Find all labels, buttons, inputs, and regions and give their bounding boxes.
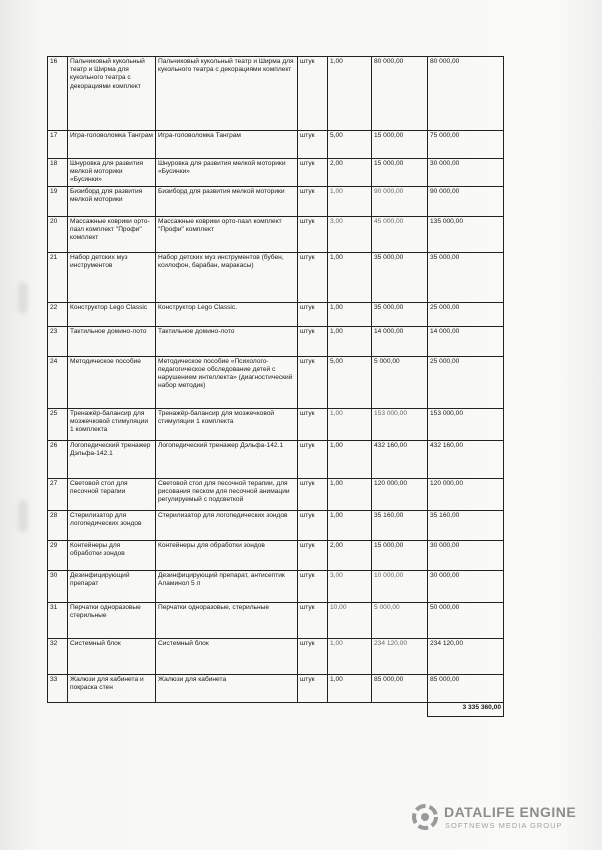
watermark — [412, 800, 582, 836]
cell-desc: Пальчиковый кукольный театр и Ширма для кукольного театра с декорациями комплект — [156, 57, 298, 131]
cell-name: Перчатки одноразовые стерильные — [68, 602, 156, 638]
cell-price: 15 000,00 — [372, 540, 428, 570]
cell-qty: 1,00 — [328, 252, 372, 302]
items-table-body — [48, 57, 504, 717]
watermark-title: DATALIFE ENGINE — [444, 804, 577, 820]
cell-unit: штук — [298, 602, 328, 638]
table-row — [48, 216, 504, 252]
cell-desc: Шнуровка для развития мелкой моторики «Бусинки» — [156, 159, 298, 187]
cell-price: 5 000,00 — [372, 602, 428, 638]
cell-desc: Логопедический тренажер Дэльфа-142.1 — [156, 440, 298, 478]
table-row — [48, 356, 504, 408]
cell-desc: Стерилизатор для логопедических зондов — [156, 510, 298, 540]
cell-qty: 1,00 — [328, 638, 372, 674]
cell-sum: 30 000,00 — [428, 570, 504, 602]
cell-price: 234 120,00 — [372, 638, 428, 674]
cell-desc: Набор детских муз инструментов (бубен, ксилофон, барабан, маракасы) — [156, 252, 298, 302]
cell-sum: 50 000,00 — [428, 602, 504, 638]
cell-name: Тактильное домино-лото — [68, 326, 156, 356]
cell-num: 18 — [48, 159, 68, 187]
cell-name: Массажные коврики орто-пазл комплект "Профи" комплект — [68, 216, 156, 252]
cell-name: Методическое пособие — [68, 356, 156, 408]
total-row — [48, 702, 504, 716]
cell-price: 10 000,00 — [372, 570, 428, 602]
cell-num: 16 — [48, 57, 68, 131]
cell-unit: штук — [298, 540, 328, 570]
cell-name: Системный блок — [68, 638, 156, 674]
grand-total: 3 335 360,00 — [428, 702, 504, 716]
table-row — [48, 478, 504, 510]
cell-desc: Тренажёр-балансир для мозжечковой стимуляции 1 комплекта — [156, 408, 298, 440]
table-row — [48, 252, 504, 302]
cell-unit: штук — [298, 478, 328, 510]
cell-unit: штук — [298, 408, 328, 440]
blank-cell — [298, 702, 328, 716]
cell-num: 30 — [48, 570, 68, 602]
cell-desc: Перчатки одноразовые, стерильные — [156, 602, 298, 638]
cell-desc: Игра-головоломка Танграм — [156, 131, 298, 159]
cell-num: 20 — [48, 216, 68, 252]
cell-price: 80 000,00 — [372, 57, 428, 131]
cell-qty: 1,00 — [328, 510, 372, 540]
cell-price: 15 000,00 — [372, 159, 428, 187]
table-row — [48, 540, 504, 570]
table-row — [48, 131, 504, 159]
cell-unit: штук — [298, 440, 328, 478]
cell-name: Жалюзи для кабинета и покраска стен — [68, 674, 156, 702]
cell-sum: 35 160,00 — [428, 510, 504, 540]
cell-unit: штук — [298, 356, 328, 408]
cell-desc: Массажные коврики орто-пазл комплект "Профи" комплект — [156, 216, 298, 252]
cell-sum: 153 000,00 — [428, 408, 504, 440]
cell-qty: 1,00 — [328, 326, 372, 356]
cell-qty: 10,00 — [328, 602, 372, 638]
cell-price: 45 000,00 — [372, 216, 428, 252]
cell-num: 23 — [48, 326, 68, 356]
cell-qty: 5,00 — [328, 356, 372, 408]
cell-sum: 14 000,00 — [428, 326, 504, 356]
cell-unit: штук — [298, 216, 328, 252]
cell-price: 90 000,00 — [372, 186, 428, 216]
cell-sum: 30 000,00 — [428, 540, 504, 570]
cell-qty: 2,00 — [328, 159, 372, 187]
punch-hole-mark — [18, 282, 28, 314]
cell-qty: 1,00 — [328, 57, 372, 131]
cell-unit: штук — [298, 57, 328, 131]
table-row — [48, 602, 504, 638]
cell-unit: штук — [298, 131, 328, 159]
watermark-subtitle: SOFTNEWS MEDIA GROUP — [445, 821, 563, 830]
table-row — [48, 302, 504, 326]
cell-desc: Бизиборд для развития мелкой моторики — [156, 186, 298, 216]
cell-price: 35 160,00 — [372, 510, 428, 540]
cell-desc: Световой стол для песочной терапии, для рисования песком для песочной анимации регулируемый с подсветкой — [156, 478, 298, 510]
cell-sum: 120 000,00 — [428, 478, 504, 510]
cell-sum: 90 000,00 — [428, 186, 504, 216]
table-row — [48, 408, 504, 440]
table-row — [48, 638, 504, 674]
cell-desc: Конструктор Lego Classic. — [156, 302, 298, 326]
cell-price: 14 000,00 — [372, 326, 428, 356]
cell-qty: 1,00 — [328, 478, 372, 510]
cell-sum: 432 160,00 — [428, 440, 504, 478]
blank-cell — [328, 702, 372, 716]
cell-name: Стерилизатор для логопедических зондов — [68, 510, 156, 540]
cell-num: 19 — [48, 186, 68, 216]
blank-cell — [68, 702, 156, 716]
table-row — [48, 510, 504, 540]
cell-desc: Жалюзи для кабинета — [156, 674, 298, 702]
cell-num: 32 — [48, 638, 68, 674]
cell-name: Логопедический тренажер Дэльфа-142.1 — [68, 440, 156, 478]
cell-unit: штук — [298, 510, 328, 540]
cell-qty: 1,00 — [328, 186, 372, 216]
cell-unit: штук — [298, 159, 328, 187]
cell-num: 26 — [48, 440, 68, 478]
cell-num: 31 — [48, 602, 68, 638]
cell-qty: 3,00 — [328, 570, 372, 602]
table-row — [48, 159, 504, 187]
cell-qty: 5,00 — [328, 131, 372, 159]
cell-qty: 1,00 — [328, 440, 372, 478]
cell-price: 5 000,00 — [372, 356, 428, 408]
cell-name: Бизиборд для развития мелкой моторики — [68, 186, 156, 216]
cell-sum: 75 000,00 — [428, 131, 504, 159]
cell-num: 17 — [48, 131, 68, 159]
cell-name: Световой стол для песочной терапии — [68, 478, 156, 510]
cell-sum: 80 000,00 — [428, 57, 504, 131]
cell-name: Игра-головоломка Танграм — [68, 131, 156, 159]
cell-name: Конструктор Lego Classic — [68, 302, 156, 326]
table-row — [48, 440, 504, 478]
cell-num: 33 — [48, 674, 68, 702]
cell-price: 35 000,00 — [372, 252, 428, 302]
blank-cell — [372, 702, 428, 716]
cell-num: 22 — [48, 302, 68, 326]
cell-qty: 2,00 — [328, 540, 372, 570]
cell-name: Шнуровка для развития мелкой моторики «Бусинки» — [68, 159, 156, 187]
cell-name: Пальчиковый кукольный театр и Ширма для кукольного театра с декорациями комплект — [68, 57, 156, 131]
cell-sum: 25 000,00 — [428, 356, 504, 408]
cell-price: 120 000,00 — [372, 478, 428, 510]
cell-price: 432 160,00 — [372, 440, 428, 478]
cell-desc: Тактильное домино-лото — [156, 326, 298, 356]
cell-sum: 234 120,00 — [428, 638, 504, 674]
cell-name: Набор детских муз инструментов — [68, 252, 156, 302]
cell-qty: 1,00 — [328, 674, 372, 702]
cell-num: 25 — [48, 408, 68, 440]
cell-qty: 1,00 — [328, 408, 372, 440]
cell-unit: штук — [298, 186, 328, 216]
cell-price: 35 000,00 — [372, 302, 428, 326]
table-row — [48, 57, 504, 131]
cell-desc: Контейнеры для обработки зондов — [156, 540, 298, 570]
blank-cell — [48, 702, 68, 716]
cell-desc: Методическое пособие «Психолого-педагогическое обследование детей с нарушением интеллекта» (диагностический набор методик) — [156, 356, 298, 408]
cell-name: Тренажёр-балансир для мозжечковой стимуляции 1 комплекта — [68, 408, 156, 440]
cell-qty: 3,00 — [328, 216, 372, 252]
cell-sum: 30 000,00 — [428, 159, 504, 187]
cell-unit: штук — [298, 252, 328, 302]
table-row — [48, 186, 504, 216]
blank-cell — [156, 702, 298, 716]
cell-name: Контейнеры для обработки зондов — [68, 540, 156, 570]
cell-desc: Системный блок — [156, 638, 298, 674]
punch-hole-mark — [18, 500, 28, 532]
table-row — [48, 326, 504, 356]
cell-desc: Дезинфицирующий препарат, антисептик Аламинол 5 л — [156, 570, 298, 602]
datalife-logo-icon — [412, 804, 438, 830]
cell-name: Дезинфицирующий препарат — [68, 570, 156, 602]
cell-num: 21 — [48, 252, 68, 302]
cell-unit: штук — [298, 570, 328, 602]
table-row — [48, 570, 504, 602]
cell-sum: 85 000,00 — [428, 674, 504, 702]
cell-unit: штук — [298, 302, 328, 326]
cell-price: 15 000,00 — [372, 131, 428, 159]
table-row — [48, 674, 504, 702]
items-table — [47, 56, 504, 717]
cell-price: 153 000,00 — [372, 408, 428, 440]
cell-unit: штук — [298, 674, 328, 702]
cell-unit: штук — [298, 638, 328, 674]
cell-sum: 25 000,00 — [428, 302, 504, 326]
cell-sum: 35 000,00 — [428, 252, 504, 302]
cell-qty: 1,00 — [328, 302, 372, 326]
cell-num: 24 — [48, 356, 68, 408]
cell-sum: 135 000,00 — [428, 216, 504, 252]
cell-num: 29 — [48, 540, 68, 570]
cell-num: 28 — [48, 510, 68, 540]
cell-num: 27 — [48, 478, 68, 510]
cell-price: 85 000,00 — [372, 674, 428, 702]
cell-unit: штук — [298, 326, 328, 356]
